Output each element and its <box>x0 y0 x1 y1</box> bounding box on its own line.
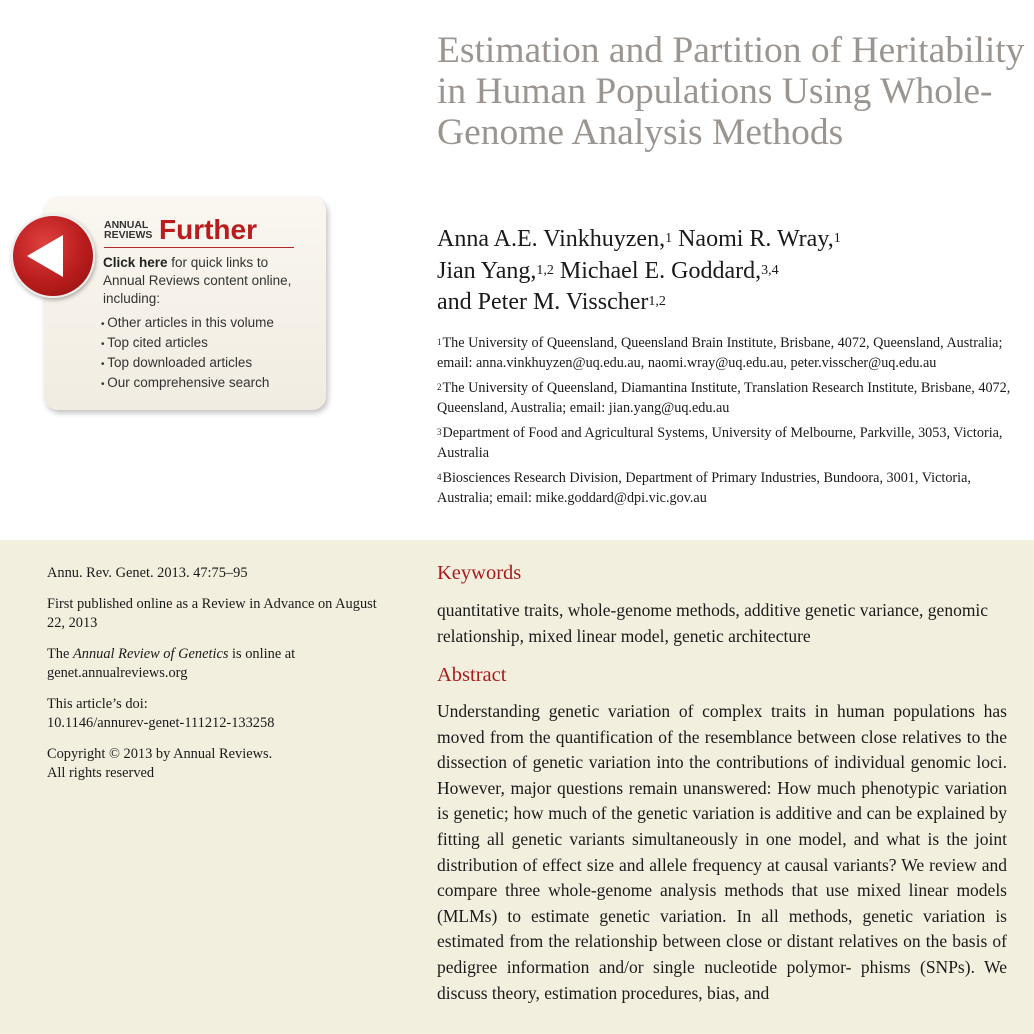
further-back-button[interactable] <box>11 214 95 298</box>
article-metadata <box>47 564 387 795</box>
article-title: Estimation and Partition of Heritability in Human Populations Using Whole-Genome Analysis Methods <box>437 30 1025 153</box>
further-link-downloaded[interactable]: • Top downloaded articles <box>101 354 274 374</box>
affiliation: $^3$Department of Food and Agricultural Systems, University of Melbourne, Parkville, 3053, Victoria, Australia <box>437 425 1003 461</box>
further-link-cited[interactable]: • Top cited articles <box>101 334 274 354</box>
further-links <box>101 314 274 394</box>
abstract-text: Understanding genetic variation of complex traits in human populations has moved from the quantification of the resemblance between close relatives to the dissection of genetic variation into the contributions of individual genomic loci. However, major questions remain unanswered: How much phenotypic variation is genetic; how much of the genetic variation is additive and can be explained by fitting all genetic variants simultaneously in one model, and what is the joint distribution of effect size and allele frequency at causal variants? We review and compare three whole-genome analysis methods that use mixed linear models (MLMs) to estimate genetic variation. In all methods, genetic variation is estimated from the relationship between close or distant relatives on the basis of pedigree information and/or single nucleotide polymor- phisms (SNPs). We discuss theory, estimation procedures, bias, and <box>437 701 1007 1003</box>
further-description: Click here for quick links to Annual Reviews content online, including: <box>103 255 292 306</box>
author: and Peter M. Visscher$^{1,2}$ <box>437 289 666 315</box>
author: Jian Yang,$^{1,2}$ <box>437 257 554 284</box>
left-arrow-icon <box>13 216 93 296</box>
click-here-link[interactable]: Click here <box>103 255 168 270</box>
doi-link[interactable]: 10.1146/annurev-genet-111212-133258 <box>47 715 275 731</box>
annual-reviews-further-logo <box>104 214 294 248</box>
copyright: Copyright © 2013 by Annual Reviews. All rights reserved <box>47 745 273 781</box>
keywords: quantitative traits, whole-genome methods, additive genetic variance, genomic relationship, mixed linear model, genetic architecture <box>437 600 989 646</box>
abstract-heading: Abstract <box>437 664 507 686</box>
online-note: The Annual Review of Genetics is online at genet.annualreviews.org <box>47 645 296 681</box>
affiliation: $^1$The University of Queensland, Queensland Brain Institute, Brisbane, 4072, Queensland, Australia; email: anna.vinkhuyzen@uq.edu.au, naomi.wray@uq.edu.au, peter.visscher@uq.edu.au <box>437 335 1003 371</box>
affiliation: $^2$The University of Queensland, Diamantina Institute, Translation Research Institute, Brisbane, 4072, Queensland, Australia; email: jian.yang@uq.edu.au <box>437 380 1011 416</box>
annual-reviews-wordmark: ANNUAL REVIEWS <box>104 219 153 241</box>
affiliations <box>437 334 1012 514</box>
further-wordmark: Further <box>159 214 257 245</box>
author-list <box>437 224 1027 319</box>
further-link-search[interactable]: • Our comprehensive search <box>101 374 274 394</box>
keywords-heading: Keywords <box>437 562 522 584</box>
author: Anna A.E. Vinkhuyzen,$^1$ <box>437 226 673 252</box>
author: Naomi R. Wray,$^1$ <box>678 226 841 252</box>
first-published: First published online as a Review in Advance on August 22, 2013 <box>47 595 377 631</box>
further-link-volume[interactable]: • Other articles in this volume <box>101 314 274 334</box>
doi: This article’s doi: 10.1146/annurev-genet-111212-133258 <box>47 695 275 731</box>
affiliation: $^4$Biosciences Research Division, Department of Primary Industries, Bundoora, 3001, Victoria, Australia; email: mike.goddard@dpi.vic.gov.au <box>437 470 971 506</box>
citation: Annu. Rev. Genet. 2013. 47:75–95 <box>47 565 248 581</box>
author: Michael E. Goddard,$^{3,4}$ <box>559 257 779 284</box>
